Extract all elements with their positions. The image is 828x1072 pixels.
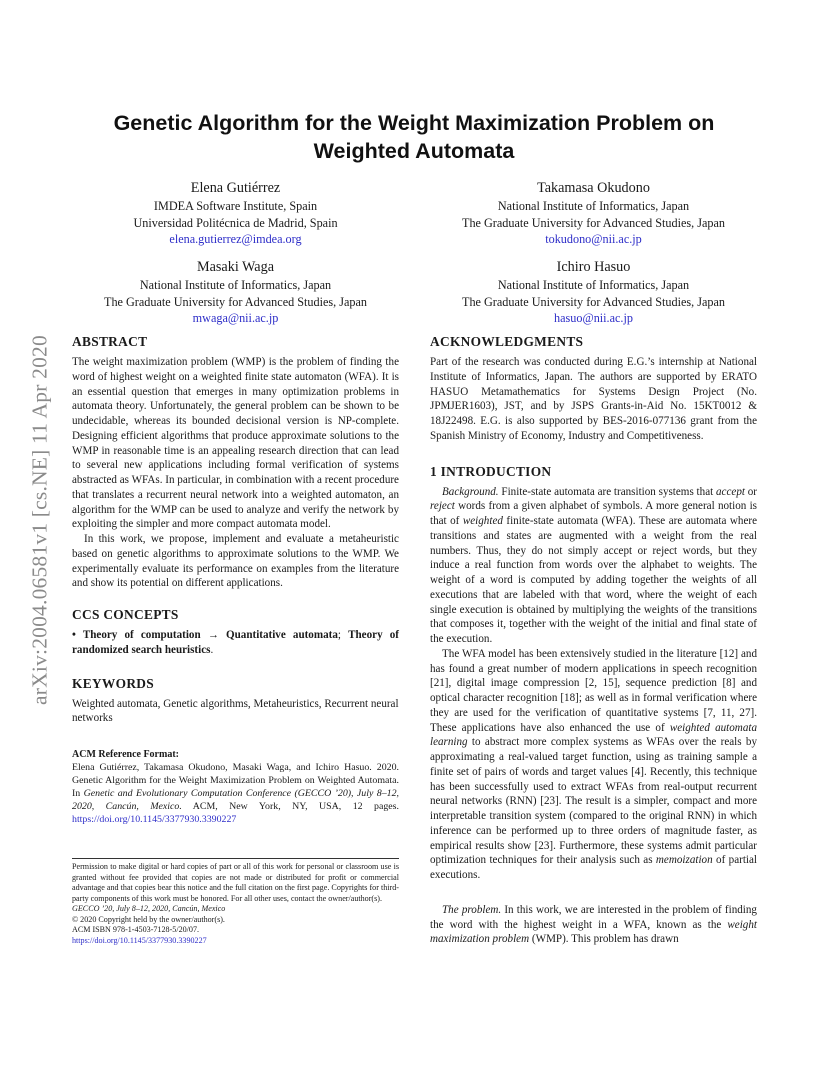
intro-text: words from a given alphabet of symbols. A more general notion is that of [430, 500, 757, 527]
left-column [72, 334, 399, 826]
keywords-heading: KEYWORDS [72, 675, 155, 691]
right-column [430, 334, 757, 947]
ccs-heading: CCS CONCEPTS [72, 607, 179, 622]
acm-reference-text [72, 761, 399, 826]
intro-emphasis: weighted automata learning [430, 721, 757, 749]
permission-venue: GECCO ’20, July 8–12, 2020, Cancún, Mexico [72, 904, 226, 913]
author-block-1 [72, 178, 399, 248]
intro-lead: The problem. [442, 903, 502, 916]
author-block-4 [430, 257, 757, 327]
acm-ref-publisher: ACM, New York, NY, USA, 12 pages. [181, 801, 399, 813]
author-name: Takamasa Okudono [537, 180, 650, 196]
permission-notice [72, 858, 399, 946]
permission-doi-link[interactable]: https://doi.org/10.1145/3377930.3390227 [72, 935, 207, 945]
abstract-paragraph: The weight maximization problem (WMP) is the problem of finding the word of highest weight on a weighted finite state automaton (WFA). It is an essential question that emerges in many optimization problems in automata theory. Unfortunately, the general problem can be shown to be undecidable, whereas its bounded decisional version is NP-complete. Designing efficient algorithms that produce approximate solutions to the WMP in reasonable time is an appealing research direction that can lead to several new applications including formal verification of systems abstracted as WFAs. In particular, in combination with a recent procedure that translates a recurrent neural network into a weighted automaton, an algorithm for the WMP can be used to analyze and verify the network by exploiting the simpler and more compact automata model. [72, 356, 399, 531]
acm-ref-doi-link[interactable]: https://doi.org/10.1145/3377930.3390227 [72, 814, 237, 826]
author-affiliation: The Graduate University for Advanced Studies, Japan [462, 294, 725, 309]
permission-text: Permission to make digital or hard copies of part or all of this work for personal or classroom use is granted without fee provided that copies are not made or distributed for profit or commercial advantage and that copies bear this notice and the full citation on the first page. Copyrights for third-party components of this work must be honored. For all other uses, contact the owner/author(s). [72, 862, 399, 903]
author-block-3 [72, 257, 399, 327]
keywords-text: Weighted automata, Genetic algorithms, Metaheuristics, Recurrent neural networks [72, 697, 399, 725]
author-name: Masaki Waga [197, 259, 274, 275]
intro-text: or [744, 485, 757, 498]
author-affiliation: The Graduate University for Advanced Studies, Japan [462, 215, 725, 230]
author-email-link[interactable]: mwaga@nii.ac.jp [192, 311, 279, 326]
ccs-item: Theory of randomized search heuristics [72, 629, 399, 656]
intro-emphasis: reject [430, 500, 455, 513]
intro-emphasis: weighted [462, 515, 503, 527]
abstract-paragraph: In this work, we propose, implement and evaluate a metaheuristic based on genetic algorithms to approximate solutions to the WMP. We experimentally evaluate its performance on examples from the literature and show its potential on different applications. [72, 533, 399, 590]
intro-text: to abstract more complex systems as WFAs over the reals by approximating a real-valued target function, using as training sample a finite set of pairs of words and target values [4]. Recently, this technique has been successfully used to extract WFAs from real-output recurrent neural networks (RNN) [23]. The result is a simpler, compact and more interpretable transition system (compared to the original RNN) in which inference can be performed up to three orders of magnitude faster, as empirical results show [23]. Furthermore, these systems admit particular optimization techniques for their analysis such as [430, 736, 757, 867]
acm-ref-venue: Genetic and Evolutionary Computation Conference (GECCO ’20), July 8–12, 2020, Cancún, Mexico. [72, 788, 399, 813]
intro-text: The WFA model has been extensively studied in the literature [12] and has found a great number of modern applications in speech recognition [21], digital image compression [2, 15], sequence prediction [8] and optical character recognition [18]; as well as in formal verification where they are used for the verification of quantitative systems [7, 11, 27]. These applications have also enhanced the use of [430, 647, 757, 734]
author-affiliation: Universidad Politécnica de Madrid, Spain [133, 215, 338, 230]
intro-emphasis: accept [716, 485, 745, 498]
intro-lead: Background. [442, 485, 499, 498]
acm-ref-authors: Elena Gutiérrez, Takamasa Okudono, Masaki Waga, and Ichiro Hasuo. 2020. Genetic Algorithm for the Weight Maximization Problem on Weighted Automata. In [72, 762, 399, 800]
author-name: Elena Gutiérrez [190, 180, 281, 196]
author-email-link[interactable]: elena.gutierrez@imdea.org [169, 232, 302, 247]
intro-text: In this work, we are interested in the problem of finding the word with the highest weight in a WFA, known as the [430, 903, 757, 931]
intro-text: (WMP). This problem has drawn [529, 933, 679, 946]
paper-title: Genetic Algorithm for the Weight Maximization Problem on Weighted Automata [113, 111, 715, 163]
ccs-end: . [210, 643, 214, 656]
author-affiliation: National Institute of Informatics, Japan [497, 199, 690, 213]
author-block-2 [430, 178, 757, 248]
intro-paragraph [430, 647, 757, 883]
ccs-separator: ; [337, 629, 349, 641]
intro-text: Finite-state automata are transition systems that [498, 485, 716, 498]
permission-isbn: ACM ISBN 978-1-4503-7128-5/20/07. [72, 925, 200, 934]
permission-copyright: © 2020 Copyright held by the owner/author(s). [72, 914, 225, 924]
author-affiliation: IMDEA Software Institute, Spain [153, 199, 318, 213]
arxiv-stamp-text: arXiv:2004.06581v1 [cs.NE] 11 Apr 2020 [27, 335, 52, 705]
abstract-heading: ABSTRACT [72, 334, 148, 349]
intro-emphasis: memoization [655, 854, 713, 867]
acm-reference-heading: ACM Reference Format: [72, 749, 179, 760]
author-affiliation: National Institute of Informatics, Japan [139, 278, 332, 292]
author-name: Ichiro Hasuo [556, 259, 631, 275]
ccs-item: Theory of computation → Quantitative automata [82, 629, 338, 641]
intro-paragraph [430, 485, 757, 647]
acknowledgments-heading: ACKNOWLEDGMENTS [430, 334, 584, 349]
arxiv-stamp [20, 285, 60, 755]
intro-text: of partial executions. [430, 854, 758, 881]
intro-paragraph [430, 903, 757, 947]
author-affiliation: The Graduate University for Advanced Studies, Japan [104, 294, 367, 309]
introduction-heading: 1 INTRODUCTION [430, 463, 552, 479]
author-affiliation: National Institute of Informatics, Japan [497, 278, 690, 292]
ccs-concepts [72, 628, 399, 658]
author-email-link[interactable]: hasuo@nii.ac.jp [554, 311, 633, 326]
intro-emphasis: weight maximization problem [430, 918, 757, 946]
author-email-link[interactable]: tokudono@nii.ac.jp [545, 232, 642, 247]
ccs-bullet: • [72, 629, 76, 641]
intro-text: finite-state automata (WFA). These are automata where transitions and states are augmented with a weight from the real numbers. Thus, they do not simply accept or reject words, but they induce a real function from words over the alphabet to weights. The weight of a word is computed by adding together the weights of all executions that are labeled with that word, where the weight of each single execution is obtained by multiplying the weights of the transitions that composes it, together with the weight of the initial and final state of the execution. [430, 515, 757, 645]
acknowledgments-text: Part of the research was conducted during E.G.’s internship at National Institute of Informatics, Japan. The authors are supported by ERATO HASUO Metamathematics for Systems Design Project (No. JPMJER1603), JST, and by JSPS Grants-in-Aid No. 15KT0012 & 18J22498. E.G. is also supported by BES-2016-077136 grant from the Spanish Ministry of Economy, Industry and Competitiveness. [430, 356, 757, 442]
